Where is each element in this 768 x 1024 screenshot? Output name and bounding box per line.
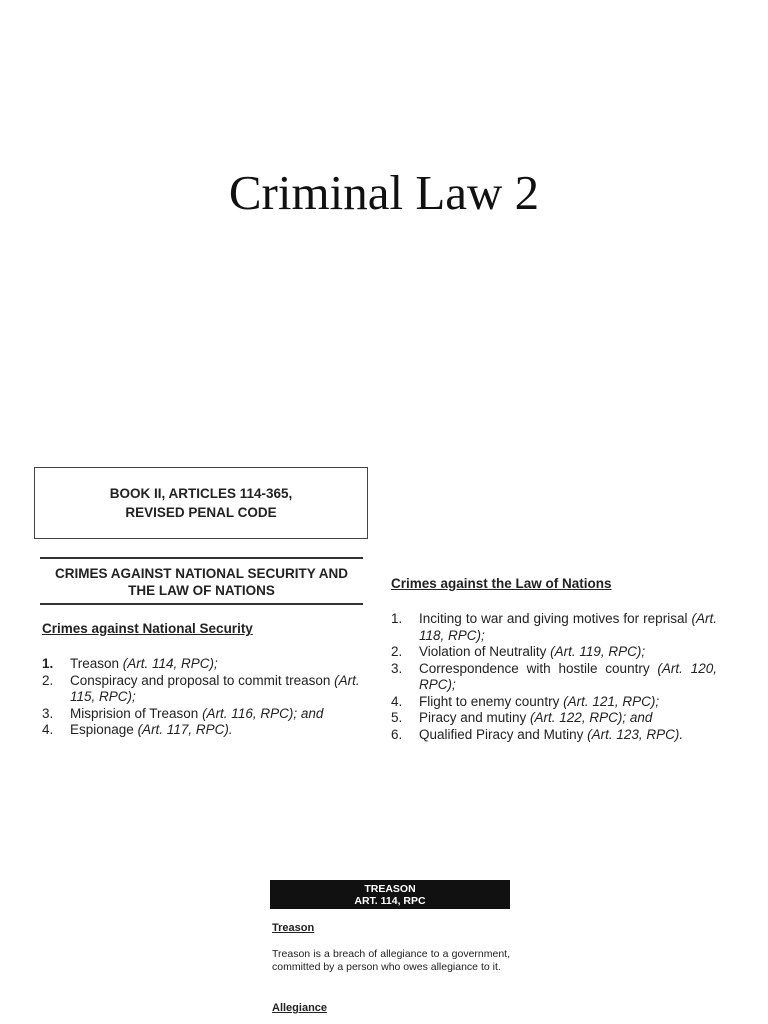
book-header-line2: REVISED PENAL CODE — [125, 505, 277, 520]
list-item-text: Violation of Neutrality — [419, 644, 551, 659]
allegiance-heading: Allegiance — [272, 1002, 328, 1014]
list-item-cite: (Art. 122, RPC); and — [530, 710, 653, 725]
list-item-cite: (Art. 115, RPC); — [70, 672, 360, 704]
list-item-cite: (Art. 114, RPC); — [122, 656, 218, 671]
list-item — [42, 656, 364, 673]
list-item-text: Piracy and mutiny — [419, 710, 531, 725]
list-item-number: 3. — [391, 660, 403, 676]
list-item-cite: (Art. 118, RPC); — [419, 611, 717, 643]
list-item-text: Espionage — [70, 722, 138, 737]
list-item-number: 1. — [391, 611, 403, 626]
section-heading-line2: THE LAW OF NATIONS — [128, 583, 275, 598]
treason-header-line2: ART. 114, RPC — [354, 894, 426, 907]
list-item-text: Conspiracy and proposal to commit treason — [70, 672, 335, 688]
list-item — [42, 722, 364, 739]
national-security-heading: Crimes against National Security — [42, 621, 253, 636]
list-item-text: Misprision of Treason — [70, 705, 203, 721]
list-item — [391, 611, 717, 644]
list-item-number: 1. — [42, 656, 54, 671]
list-item-number: 5. — [391, 710, 403, 725]
law-of-nations-heading: Crimes against the Law of Nations — [391, 576, 612, 591]
list-item-cite: (Art. 120, RPC); — [419, 660, 717, 692]
list-item — [391, 661, 717, 694]
list-item-number: 6. — [391, 726, 403, 742]
law-of-nations-list — [391, 611, 717, 743]
list-item — [42, 706, 364, 723]
list-item-cite: (Art. 117, RPC). — [137, 722, 233, 737]
list-item-number: 3. — [42, 705, 54, 721]
treason-header-line1: TREASON — [364, 882, 416, 895]
book-header-line1: BOOK II, ARTICLES 114-365, — [109, 486, 293, 501]
treason-definition-text: Treason is a breach of allegiance to a government, committed by a person who owes allegiance to it. — [272, 948, 510, 973]
list-item-text: Qualified Piracy and Mutiny — [419, 726, 588, 742]
national-security-list — [42, 656, 364, 739]
list-item-text: Flight to enemy country — [419, 693, 564, 709]
list-item-number: 2. — [42, 672, 54, 688]
treason-header-bar — [270, 880, 510, 909]
list-item — [391, 644, 717, 661]
book-header-box — [34, 467, 368, 539]
section-heading — [40, 557, 363, 605]
list-item-text: Treason — [70, 656, 123, 671]
list-item-cite: (Art. 116, RPC); and — [202, 705, 324, 721]
list-item-text: Correspondence with hostile country — [419, 660, 658, 676]
treason-definition-heading: Treason — [272, 922, 315, 934]
list-item-text: Inciting to war and giving motives for reprisal — [419, 611, 692, 626]
list-item-number: 4. — [42, 722, 54, 737]
list-item — [391, 710, 717, 727]
list-item — [42, 673, 364, 706]
list-item-cite: (Art. 121, RPC); — [563, 693, 660, 709]
list-item-cite: (Art. 123, RPC). — [587, 726, 684, 742]
list-item-cite: (Art. 119, RPC); — [550, 644, 646, 659]
page-title: Criminal Law 2 — [228, 165, 540, 220]
list-item-number: 4. — [391, 693, 403, 709]
list-item — [391, 694, 717, 711]
list-item — [391, 727, 717, 744]
list-item-number: 2. — [391, 644, 403, 659]
section-heading-line1: CRIMES AGAINST NATIONAL SECURITY AND — [54, 566, 348, 581]
